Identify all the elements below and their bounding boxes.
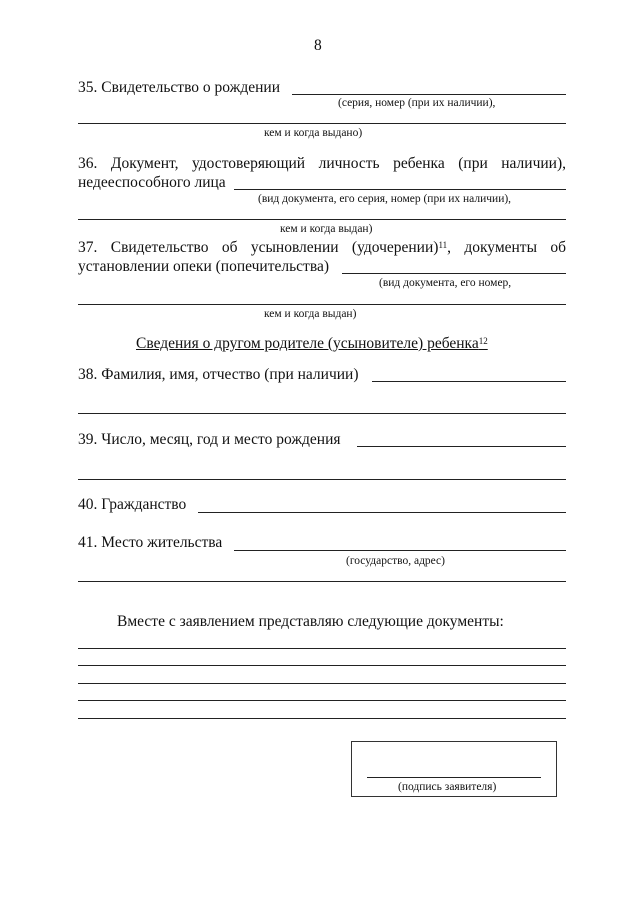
field-38-line-2[interactable] [78, 413, 566, 414]
field-36-line[interactable] [234, 189, 566, 190]
field-38-label: 38. Фамилия, имя, отчество (при наличии) [78, 366, 359, 383]
documents-intro: Вместе с заявлением представляю следующие документы: [117, 613, 504, 630]
field-35-line[interactable] [292, 94, 566, 95]
documents-line-2[interactable] [78, 665, 566, 666]
field-37-line-2[interactable] [78, 304, 566, 305]
documents-line-1[interactable] [78, 648, 566, 649]
field-41-line[interactable] [234, 550, 566, 551]
documents-line-4[interactable] [78, 700, 566, 701]
field-39-label: 39. Число, месяц, год и место рождения [78, 431, 341, 448]
field-35-line-2[interactable] [78, 123, 566, 124]
field-41-label: 41. Место жительства [78, 534, 223, 551]
field-37-line[interactable] [342, 273, 566, 274]
field-41-line-2[interactable] [78, 581, 566, 582]
documents-line-3[interactable] [78, 683, 566, 684]
field-37-hint-2: кем и когда выдан) [264, 308, 357, 320]
section-heading: Сведения о другом родителе (усыновителе) ребенка$^{12}$ [136, 335, 488, 352]
signature-line[interactable] [367, 777, 541, 778]
documents-line-5[interactable] [78, 718, 566, 719]
field-36-line-2[interactable] [78, 219, 566, 220]
field-38-line[interactable] [372, 381, 566, 382]
field-40-line[interactable] [198, 512, 566, 513]
footnote-ref-11: 11 [438, 240, 448, 250]
field-37-hint: (вид документа, его номер, [379, 277, 512, 289]
field-36-hint: (вид документа, его серия, номер (при их наличии), [258, 193, 512, 205]
field-36-hint-2: кем и когда выдан) [280, 223, 373, 235]
field-36-label: 36. Документ, удостоверяющий личность ребенка (при наличии), [78, 155, 566, 172]
field-37-label: 37. Свидетельство об усыновлении (удочерении)$^{11}$, документы об [78, 239, 566, 256]
field-36-label-cont: недееспособного лица [78, 174, 226, 191]
field-39-line-2[interactable] [78, 479, 566, 480]
field-40-label: 40. Гражданство [78, 496, 187, 513]
field-35-label: 35. Свидетельство о рождении [78, 79, 281, 96]
field-39-line[interactable] [357, 446, 566, 447]
field-35-hint-2: кем и когда выдано) [264, 127, 363, 139]
field-35-hint: (серия, номер (при их наличии), [338, 97, 496, 109]
footnote-ref-12: 12 [478, 336, 488, 346]
signature-caption: (подпись заявителя) [398, 781, 497, 793]
field-41-hint: (государство, адрес) [346, 555, 445, 567]
field-37-label-cont: установлении опеки (попечительства) [78, 258, 329, 275]
page-number: 8 [314, 37, 322, 54]
